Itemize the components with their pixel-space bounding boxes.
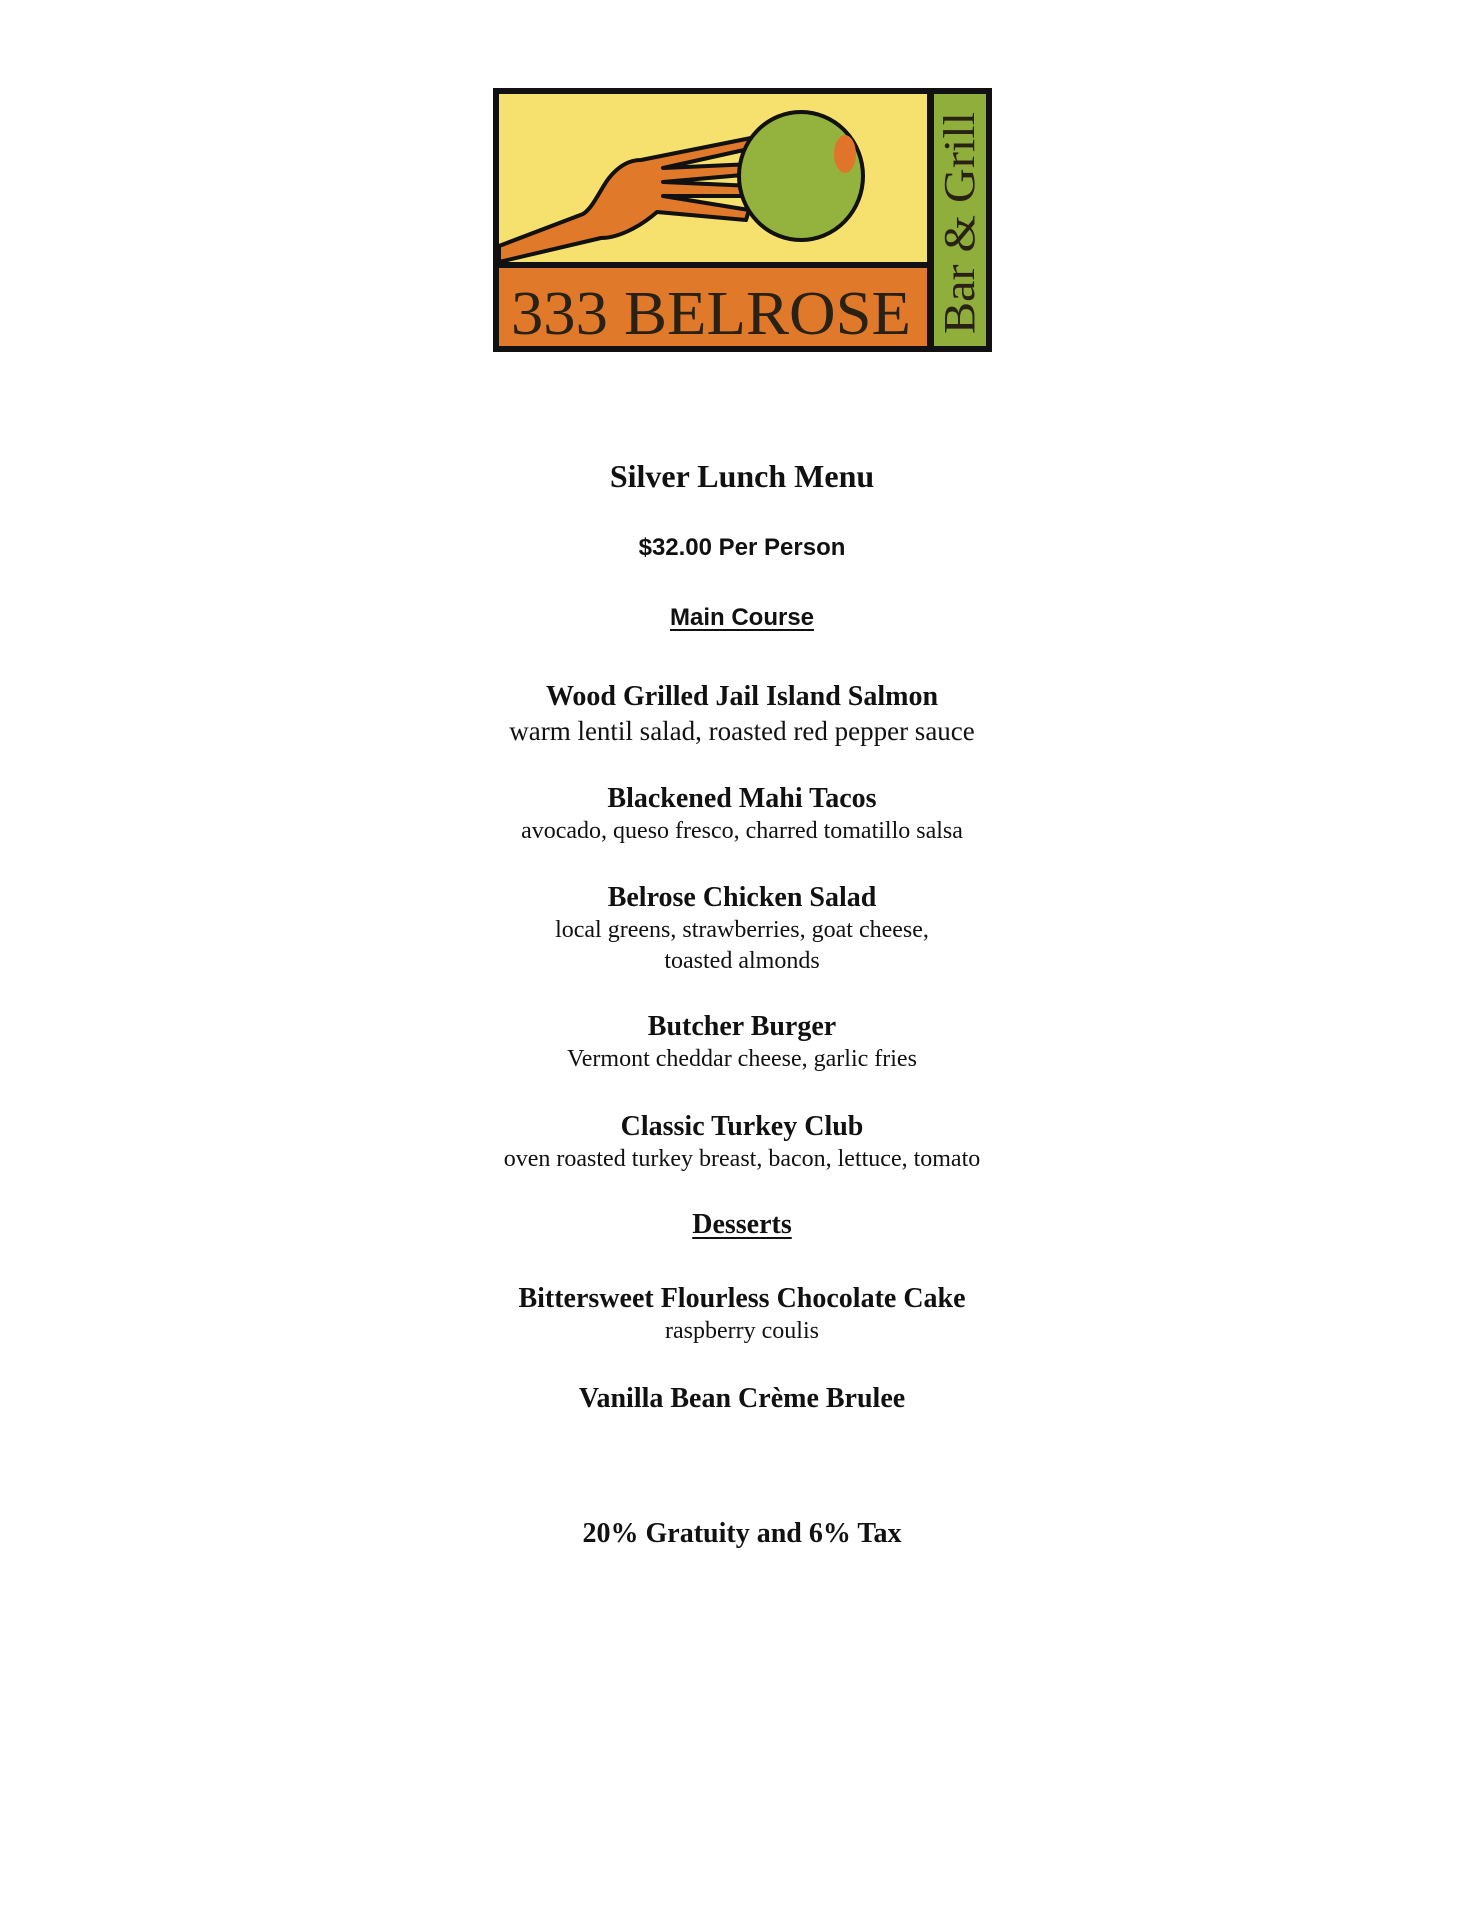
logo-side-text: Bar & Grill xyxy=(935,131,984,334)
menu-item-name: Classic Turkey Club xyxy=(620,1111,864,1142)
menu-item-name: Butcher Burger xyxy=(647,1011,837,1042)
logo-name-text: 333 BELROSE xyxy=(511,280,911,348)
menu-title: Silver Lunch Menu xyxy=(609,458,875,494)
desserts-heading: Desserts xyxy=(692,1209,792,1240)
menu-item-description: Vermont cheddar cheese, garlic fries xyxy=(567,1046,917,1072)
menu-item-name: Belrose Chicken Salad xyxy=(607,882,877,913)
menu-item-description: toasted almonds xyxy=(664,948,820,974)
menu-item xyxy=(0,782,1484,847)
menu-item xyxy=(0,680,1484,748)
main-course-heading: Main Course xyxy=(669,604,815,631)
dessert-item xyxy=(0,1382,1484,1416)
menu-item xyxy=(0,1010,1484,1075)
dessert-item-name: Vanilla Bean Crème Brulee xyxy=(578,1383,906,1414)
dessert-item-name: Bittersweet Flourless Chocolate Cake xyxy=(518,1283,966,1314)
menu-item-description: local greens, strawberries, goat cheese, xyxy=(555,917,929,943)
dessert-item-description: raspberry coulis xyxy=(665,1318,819,1344)
menu-item-name: Blackened Mahi Tacos xyxy=(607,783,877,814)
dessert-item xyxy=(0,1282,1484,1347)
menu-item-description: oven roasted turkey breast, bacon, lettuce, tomato xyxy=(503,1146,981,1172)
restaurant-logo xyxy=(491,86,994,354)
menu-item-name: Wood Grilled Jail Island Salmon xyxy=(545,681,939,712)
gratuity-tax-note: 20% Gratuity and 6% Tax xyxy=(582,1518,902,1549)
menu-item xyxy=(0,1110,1484,1175)
menu-item-description: warm lentil salad, roasted red pepper sauce xyxy=(509,716,975,746)
price-per-person: $32.00 Per Person xyxy=(638,534,846,561)
menu-item-description: avocado, queso fresco, charred tomatillo salsa xyxy=(521,818,963,844)
menu-item xyxy=(0,881,1484,977)
olive-icon xyxy=(739,112,863,240)
